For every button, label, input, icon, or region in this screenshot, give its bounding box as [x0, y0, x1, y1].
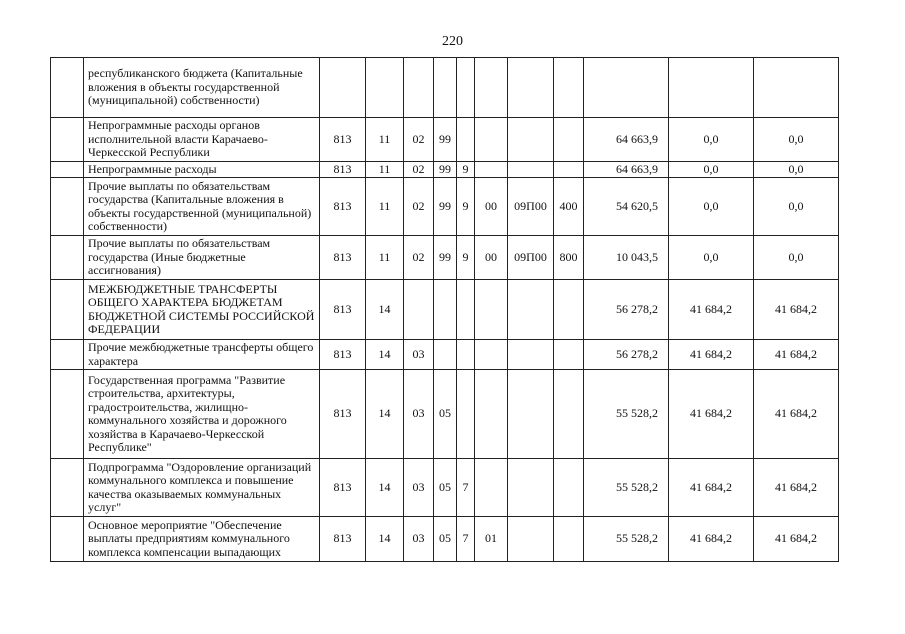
budget-table — [50, 57, 839, 562]
section-code-cell: 11 — [366, 178, 404, 236]
direction-code-cell — [508, 162, 554, 178]
amount-year3-cell: 41 684,2 — [754, 459, 839, 517]
grbs-code-cell: 813 — [320, 370, 366, 459]
table-row — [51, 58, 839, 118]
grbs-code-cell: 813 — [320, 517, 366, 562]
section-code-cell: 11 — [366, 162, 404, 178]
amount-year3-cell: 0,0 — [754, 236, 839, 280]
subprogram-code-cell: 9 — [457, 178, 475, 236]
description-cell: Подпрограмма "Оздоровление организаций коммунального комплекса и повышение качества оказываемых коммунальных услуг" — [84, 459, 320, 517]
section-code-cell: 14 — [366, 370, 404, 459]
program-code-cell: 99 — [434, 236, 457, 280]
table-row — [51, 236, 839, 280]
grbs-code-cell: 813 — [320, 162, 366, 178]
amount-year2-cell: 41 684,2 — [669, 517, 754, 562]
subprogram-code-cell — [457, 58, 475, 118]
grbs-code-cell: 813 — [320, 178, 366, 236]
amount-year1-cell: 64 663,9 — [584, 118, 669, 162]
amount-year2-cell: 41 684,2 — [669, 459, 754, 517]
amount-year3-cell: 41 684,2 — [754, 370, 839, 459]
description-cell: республиканского бюджета (Капитальные вложения в объекты государственной (муниципальной) собственности) — [84, 58, 320, 118]
subprogram-code-cell: 7 — [457, 459, 475, 517]
amount-year3-cell: 0,0 — [754, 178, 839, 236]
subprogram-code-cell — [457, 118, 475, 162]
amount-year1-cell: 54 620,5 — [584, 178, 669, 236]
subsection-code-cell — [404, 280, 434, 340]
program-code-cell: 99 — [434, 162, 457, 178]
program-code-cell: 99 — [434, 118, 457, 162]
expense-type-cell — [554, 118, 584, 162]
section-code-cell: 14 — [366, 517, 404, 562]
expense-type-cell — [554, 280, 584, 340]
amount-year1-cell: 55 528,2 — [584, 517, 669, 562]
section-code-cell — [366, 58, 404, 118]
row-marker-cell — [51, 236, 84, 280]
table-row — [51, 118, 839, 162]
expense-type-cell — [554, 370, 584, 459]
program-code-cell — [434, 340, 457, 370]
direction-code-cell: 09П00 — [508, 236, 554, 280]
table-row — [51, 459, 839, 517]
row-marker-cell — [51, 178, 84, 236]
table-row — [51, 340, 839, 370]
row-marker-cell — [51, 162, 84, 178]
direction-code-cell — [508, 58, 554, 118]
amount-year3-cell: 0,0 — [754, 118, 839, 162]
table-row — [51, 178, 839, 236]
activity-code-cell — [475, 118, 508, 162]
description-cell: Прочие межбюджетные трансферты общего характера — [84, 340, 320, 370]
table-row — [51, 370, 839, 459]
program-code-cell — [434, 58, 457, 118]
amount-year1-cell: 56 278,2 — [584, 280, 669, 340]
amount-year1-cell: 10 043,5 — [584, 236, 669, 280]
activity-code-cell — [475, 162, 508, 178]
row-marker-cell — [51, 280, 84, 340]
amount-year2-cell: 41 684,2 — [669, 280, 754, 340]
table-row — [51, 517, 839, 562]
amount-year2-cell: 0,0 — [669, 118, 754, 162]
expense-type-cell — [554, 58, 584, 118]
section-code-cell: 14 — [366, 459, 404, 517]
description-cell: Государственная программа "Развитие строительства, архитектуры, градостроительства, жилищно-коммунального хозяйства и дорожного хозяйства в Карачаево-Черкесской Республике" — [84, 370, 320, 459]
section-code-cell: 14 — [366, 340, 404, 370]
section-code-cell: 11 — [366, 236, 404, 280]
activity-code-cell: 01 — [475, 517, 508, 562]
expense-type-cell — [554, 162, 584, 178]
direction-code-cell — [508, 340, 554, 370]
amount-year2-cell — [669, 58, 754, 118]
amount-year3-cell: 41 684,2 — [754, 280, 839, 340]
amount-year2-cell: 41 684,2 — [669, 340, 754, 370]
expense-type-cell — [554, 517, 584, 562]
row-marker-cell — [51, 459, 84, 517]
expense-type-cell — [554, 340, 584, 370]
amount-year1-cell — [584, 58, 669, 118]
program-code-cell: 99 — [434, 178, 457, 236]
grbs-code-cell: 813 — [320, 459, 366, 517]
subprogram-code-cell: 9 — [457, 236, 475, 280]
row-marker-cell — [51, 58, 84, 118]
subsection-code-cell: 03 — [404, 459, 434, 517]
table-row — [51, 280, 839, 340]
table-row — [51, 162, 839, 178]
row-marker-cell — [51, 517, 84, 562]
subsection-code-cell: 03 — [404, 340, 434, 370]
activity-code-cell — [475, 280, 508, 340]
subprogram-code-cell: 9 — [457, 162, 475, 178]
direction-code-cell — [508, 280, 554, 340]
program-code-cell: 05 — [434, 370, 457, 459]
direction-code-cell — [508, 370, 554, 459]
expense-type-cell: 800 — [554, 236, 584, 280]
direction-code-cell: 09П00 — [508, 178, 554, 236]
row-marker-cell — [51, 340, 84, 370]
subprogram-code-cell: 7 — [457, 517, 475, 562]
description-cell: Непрограммные расходы — [84, 162, 320, 178]
amount-year3-cell: 41 684,2 — [754, 340, 839, 370]
expense-type-cell — [554, 459, 584, 517]
subprogram-code-cell — [457, 280, 475, 340]
direction-code-cell — [508, 118, 554, 162]
description-cell: МЕЖБЮДЖЕТНЫЕ ТРАНСФЕРТЫ ОБЩЕГО ХАРАКТЕРА БЮДЖЕТАМ БЮДЖЕТНОЙ СИСТЕМЫ РОССИЙСКОЙ ФЕДЕРАЦИИ — [84, 280, 320, 340]
subsection-code-cell: 02 — [404, 236, 434, 280]
grbs-code-cell: 813 — [320, 236, 366, 280]
direction-code-cell — [508, 459, 554, 517]
subsection-code-cell: 02 — [404, 162, 434, 178]
grbs-code-cell: 813 — [320, 280, 366, 340]
amount-year2-cell: 0,0 — [669, 162, 754, 178]
subsection-code-cell — [404, 58, 434, 118]
subprogram-code-cell — [457, 340, 475, 370]
activity-code-cell — [475, 370, 508, 459]
amount-year2-cell: 41 684,2 — [669, 370, 754, 459]
amount-year1-cell: 55 528,2 — [584, 459, 669, 517]
amount-year3-cell: 41 684,2 — [754, 517, 839, 562]
activity-code-cell: 00 — [475, 178, 508, 236]
grbs-code-cell: 813 — [320, 118, 366, 162]
description-cell: Основное мероприятие "Обеспечение выплаты предприятиям коммунального комплекса компенсации выпадающих — [84, 517, 320, 562]
amount-year2-cell: 0,0 — [669, 236, 754, 280]
program-code-cell: 05 — [434, 459, 457, 517]
activity-code-cell — [475, 58, 508, 118]
amount-year1-cell: 56 278,2 — [584, 340, 669, 370]
activity-code-cell — [475, 340, 508, 370]
section-code-cell: 14 — [366, 280, 404, 340]
section-code-cell: 11 — [366, 118, 404, 162]
row-marker-cell — [51, 118, 84, 162]
direction-code-cell — [508, 517, 554, 562]
description-cell: Прочие выплаты по обязательствам государства (Иные бюджетные ассигнования) — [84, 236, 320, 280]
subsection-code-cell: 02 — [404, 178, 434, 236]
amount-year3-cell — [754, 58, 839, 118]
grbs-code-cell: 813 — [320, 340, 366, 370]
program-code-cell: 05 — [434, 517, 457, 562]
expense-type-cell: 400 — [554, 178, 584, 236]
amount-year3-cell: 0,0 — [754, 162, 839, 178]
program-code-cell — [434, 280, 457, 340]
activity-code-cell — [475, 459, 508, 517]
row-marker-cell — [51, 370, 84, 459]
description-cell: Прочие выплаты по обязательствам государства (Капитальные вложения в объекты государственной (муниципальной) собственности) — [84, 178, 320, 236]
description-cell: Непрограммные расходы органов исполнительной власти Карачаево-Черкесской Республики — [84, 118, 320, 162]
amount-year2-cell: 0,0 — [669, 178, 754, 236]
activity-code-cell: 00 — [475, 236, 508, 280]
amount-year1-cell: 64 663,9 — [584, 162, 669, 178]
page-number: 220 — [442, 34, 463, 49]
subprogram-code-cell — [457, 370, 475, 459]
subsection-code-cell: 02 — [404, 118, 434, 162]
amount-year1-cell: 55 528,2 — [584, 370, 669, 459]
subsection-code-cell: 03 — [404, 370, 434, 459]
subsection-code-cell: 03 — [404, 517, 434, 562]
grbs-code-cell — [320, 58, 366, 118]
